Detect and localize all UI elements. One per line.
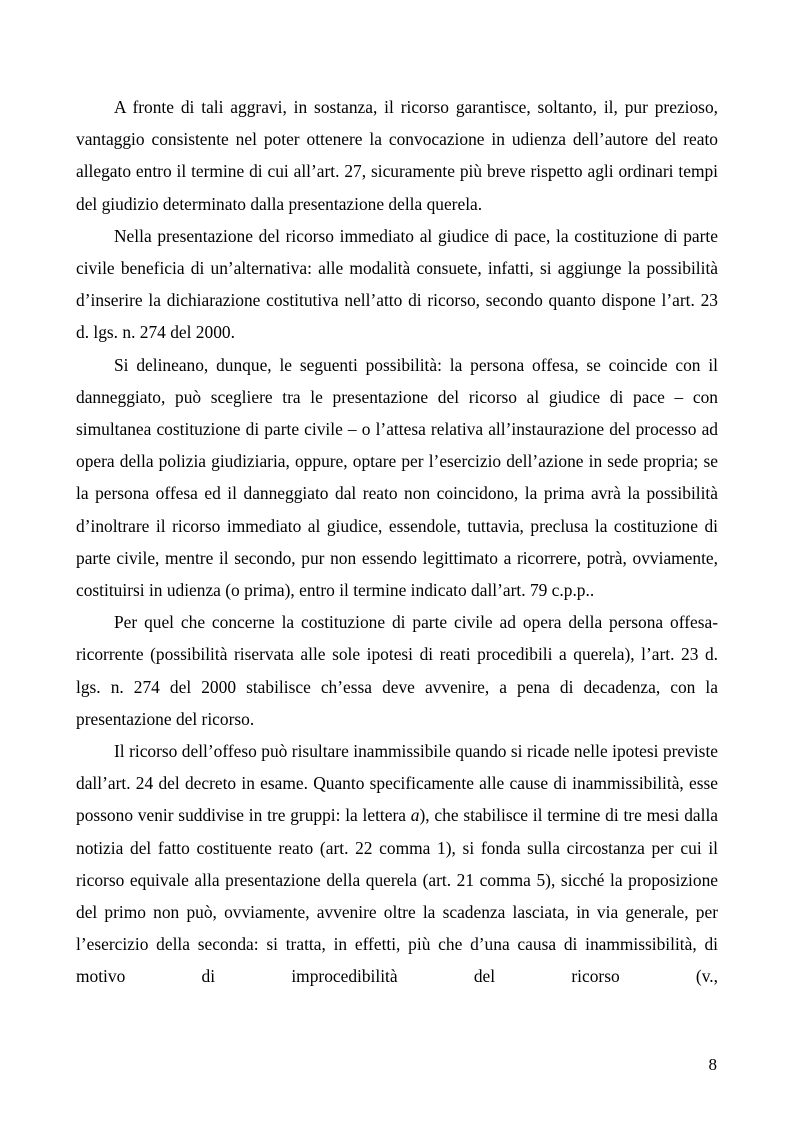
paragraph-5-text-start: Il ricorso dell’offeso può risultare inammissibile quando si ricade nelle ipotesi previste dall’art. 24 del decreto in esame. Quanto specificamente alle cause di inammissibilità, esse possono venir suddivise in tre gruppi: la lettera	[76, 741, 718, 826]
paragraph-5	[76, 735, 718, 993]
paragraph-1: A fronte di tali aggravi, in sostanza, il ricorso garantisce, soltanto, il, pur prezioso, vantaggio consistente nel poter ottenere la convocazione in udienza dell’autore del reato allegato entro il termine di cui all’art. 27, sicuramente più breve rispetto agli ordinari tempi del giudizio determinato dalla presentazione della querela.	[76, 97, 718, 214]
paragraph-5-text-end: ), che stabilisce il termine di tre mesi dalla notizia del fatto costituente reato (art. 22 comma 1), si fonda sulla circostanza per cui il ricorso equivale alla presentazione della querela (art. 21 comma 5), sicché la proposizione del primo non può, ovviamente, avvenire oltre la scadenza lasciata, in via generale, per l’esercizio della seconda: si tratta, in effetti, più che d’una causa di inammissibilità, di motivo di improcedibilità del ricorso (v.,	[76, 805, 718, 987]
paragraph-3: Si delineano, dunque, le seguenti possibilità: la persona offesa, se coincide con il danneggiato, può scegliere tra le presentazione del ricorso al giudice di pace – con simultanea costituzione di parte civile – o l’attesa relativa all’instaurazione del processo ad opera della polizia giudiziaria, oppure, optare per l’esercizio dell’azione in sede propria; se la persona offesa ed il danneggiato dal reato non coincidono, la prima avrà la possibilità d’inoltrare il ricorso immediato al giudice, essendole, tuttavia, preclusa la costituzione di parte civile, mentre il secondo, pur non essendo legittimato a ricorrere, potrà, ovviamente, costituirsi in udienza (o prima), entro il termine indicato dall’art. 79 c.p.p..	[76, 354, 718, 601]
paragraph-4: Per quel che concerne la costituzione di parte civile ad opera della persona offesa-ricorrente (possibilità riservata alle sole ipotesi di reati procedibili a querela), l’art. 23 d. lgs. n. 274 del 2000 stabilisce ch’essa deve avvenire, a pena di decadenza, con la presentazione del ricorso.	[76, 612, 718, 729]
page-number: 8	[708, 1055, 717, 1074]
body-text	[76, 91, 718, 993]
paragraph-2: Nella presentazione del ricorso immediato al giudice di pace, la costituzione di parte civile beneficia di un’alternativa: alle modalità consuete, infatti, si aggiunge la possibilità d’inserire la dichiarazione costitutiva nell’atto di ricorso, secondo quanto dispone l’art. 23 d. lgs. n. 274 del 2000.	[76, 225, 718, 343]
letter-a-italic: a	[410, 805, 420, 826]
